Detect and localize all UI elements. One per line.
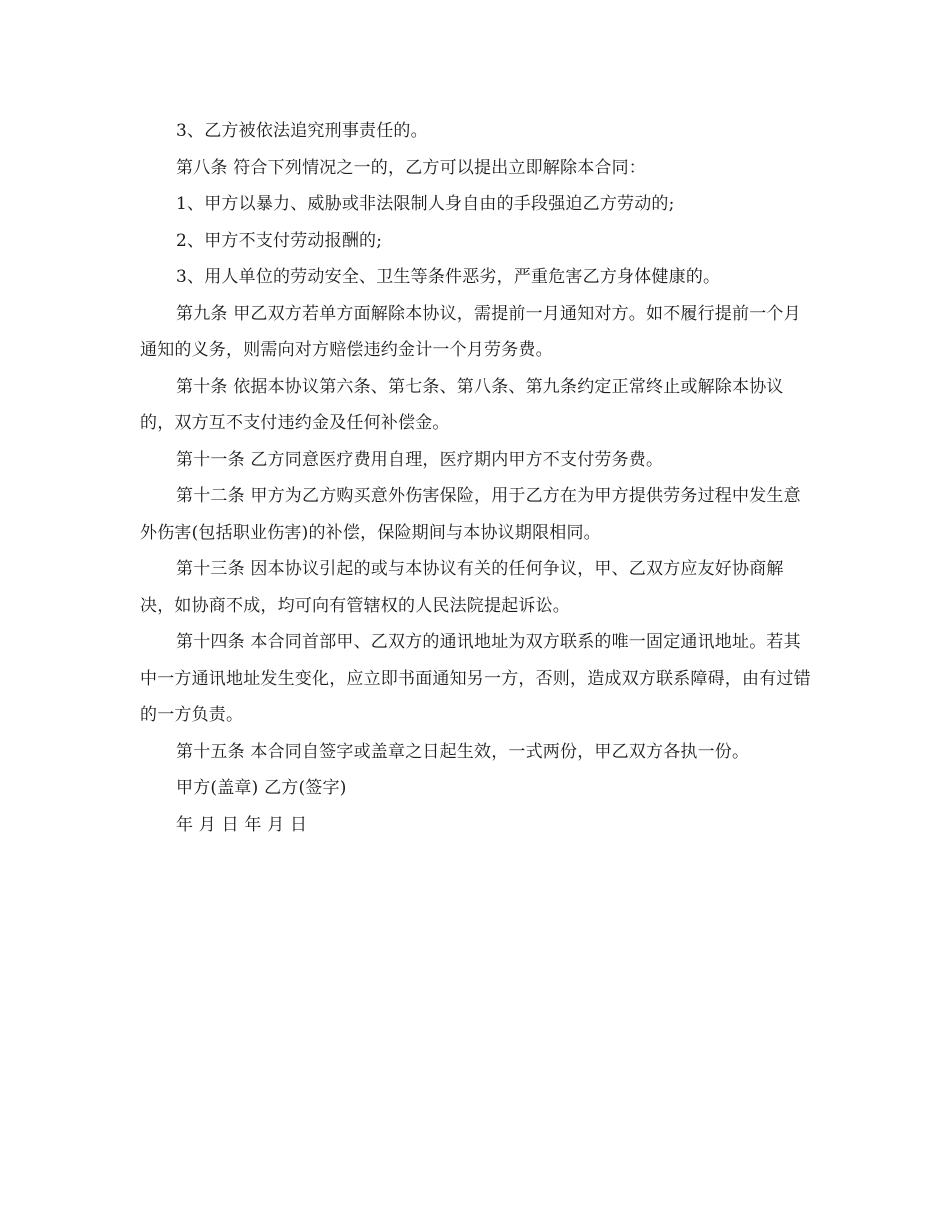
- clause-10: 第十条 依据本协议第六条、第七条、第八条、第九条约定正常终止或解除本协议的，双方互不支付违约金及任何补偿金。: [140, 376, 784, 433]
- clause-9: 第九条 甲乙双方若单方面解除本协议，需提前一月通知对方。如不履行提前一个月通知的义务，则需向对方赔偿违约金计一个月劳务费。: [140, 303, 801, 360]
- clause-13: 第十三条 因本协议引起的或与本协议有关的任何争议，甲、乙双方应友好协商解决，如协商不成，均可向有管辖权的人民法院提起诉讼。: [140, 559, 784, 616]
- contract-body: [140, 113, 812, 843]
- signature-line: 甲方(盖章) 乙方(签字): [176, 778, 347, 798]
- clause-15: 第十五条 本合同自签字或盖章之日起生效，一式两份，甲乙双方各执一份。: [176, 741, 750, 762]
- date-line: 年 月 日 年 月 日: [176, 814, 308, 835]
- clause-8-item-1: 1、甲方以暴力、威胁或非法限制人身自由的手段强迫乙方劳动的;: [176, 194, 675, 214]
- clause-8-item-2: 2、甲方不支付劳动报酬的;: [176, 230, 383, 251]
- clause-14: 第十四条 本合同首部甲、乙双方的通讯地址为双方联系的唯一固定通讯地址。若其中一方通讯地址发生变化，应立即书面通知另一方，否则，造成双方联系障碍，由有过错的一方负责。: [140, 632, 811, 725]
- clause-8-heading: 第八条 符合下列情况之一的，乙方可以提出立即解除本合同：: [176, 157, 647, 178]
- clause-8-item-3: 3、用人单位的劳动安全、卫生等条件恶劣，严重危害乙方身体健康的。: [176, 267, 721, 287]
- clause-7-item-3: 3、乙方被依法追究刑事责任的。: [176, 121, 428, 141]
- clause-12: 第十二条 甲方为乙方购买意外伤害保险，用于乙方在为甲方提供劳务过程中发生意外伤害(包括职业伤害)的补偿，保险期间与本协议期限相同。: [140, 486, 801, 543]
- clause-11: 第十一条 乙方同意医疗费用自理，医疗期内甲方不支付劳务费。: [176, 449, 664, 470]
